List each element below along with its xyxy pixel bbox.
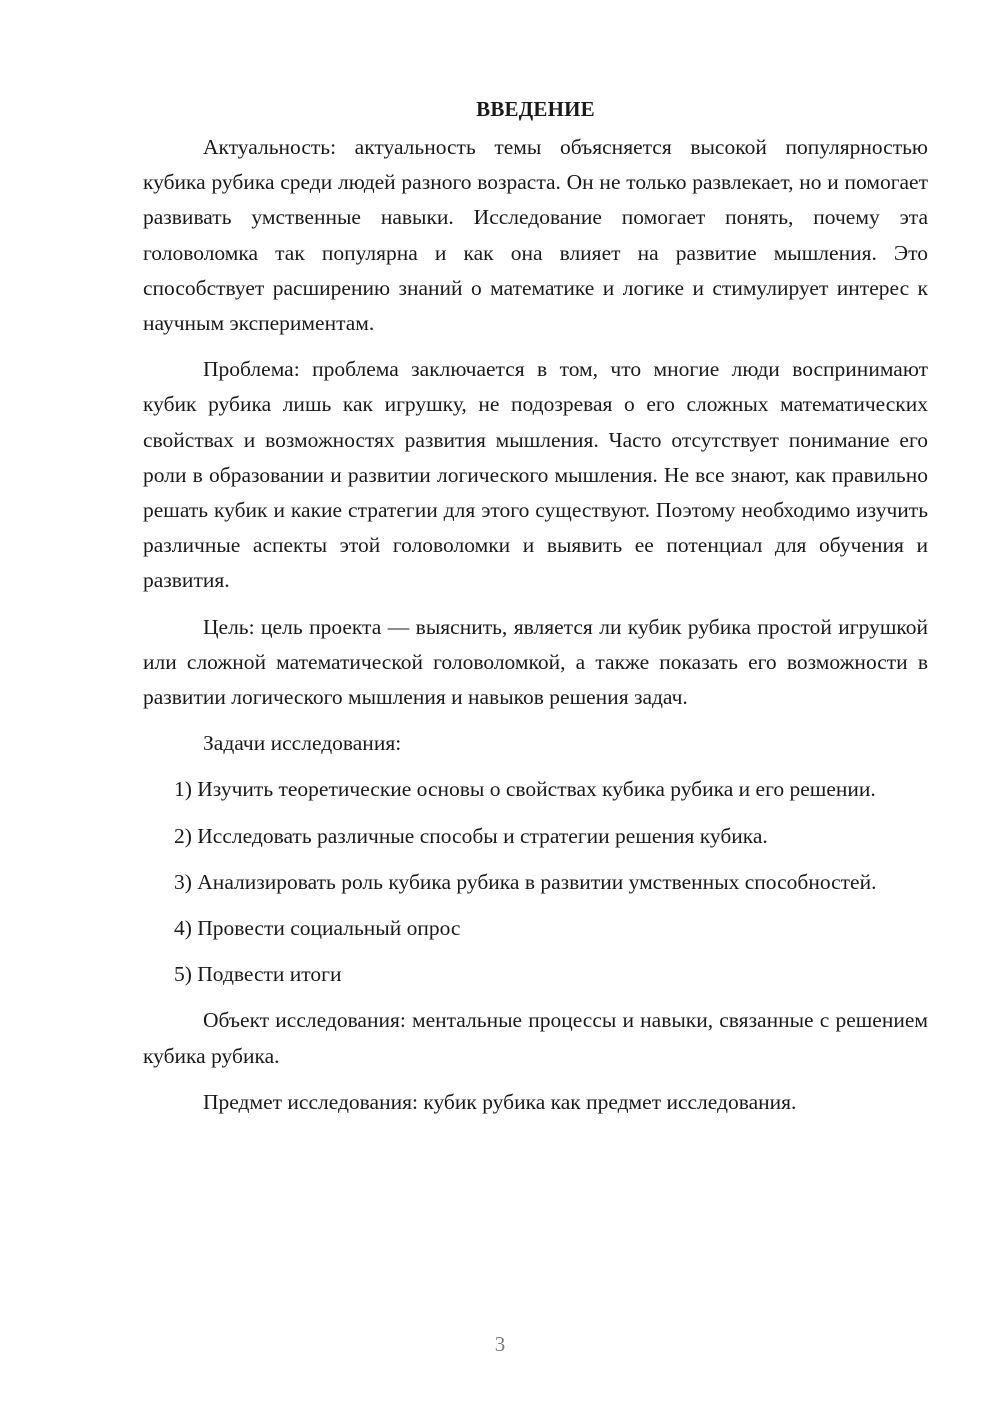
task-item-1: 1) Изучить теоретические основы о свойствах кубика рубика и его решении.	[174, 777, 876, 802]
relevance-paragraph: Актуальность: актуальность темы объясняется высокой популярностью кубика рубика среди людей разного возраста. Он не только развлекает, но и помогает развивать умственные навыки. Исследование помогает понять, почему эта головоломка так популярна и как она влияет на развитие мышления. Это способствует расширению знаний о математике и логике и стимулирует интерес к научным экспериментам.	[143, 135, 928, 336]
research-subject-paragraph: Предмет исследования: кубик рубика как предмет исследования.	[203, 1089, 797, 1114]
section-title: ВВЕДЕНИЕ	[476, 97, 595, 121]
task-item-4: 4) Провести социальный опрос	[174, 916, 461, 941]
goal-paragraph: Цель: цель проекта — выяснить, является ли кубик рубика простой игрушкой или сложной математической головоломкой, а также показать его возможности в развитии логического мышления и навыков решения задач.	[143, 614, 928, 710]
tasks-heading: Задачи исследования:	[203, 731, 402, 756]
task-item-3: 3) Анализировать роль кубика рубика в развитии умственных способностей.	[174, 869, 877, 894]
task-item-5: 5) Подвести итоги	[174, 962, 342, 987]
task-item-2: 2) Исследовать различные способы и стратегии решения кубика.	[174, 823, 768, 848]
problem-paragraph: Проблема: проблема заключается в том, что многие люди воспринимают кубик рубика лишь как игрушку, не подозревая о его сложных математических свойствах и возможностях развития мышления. Часто отсутствует понимание его роли в образовании и развитии логического мышления. Не все знают, как правильно решать кубик и какие стратегии для этого существуют. Поэтому необходимо изучить различные аспекты этой головоломки и выявить ее потенциал для обучения и развития.	[143, 357, 928, 593]
research-object-paragraph: Объект исследования: ментальные процессы и навыки, связанные с решением кубика рубика.	[143, 1008, 928, 1068]
document-page	[143, 92, 928, 1131]
page-number: 3	[494, 1332, 506, 1356]
